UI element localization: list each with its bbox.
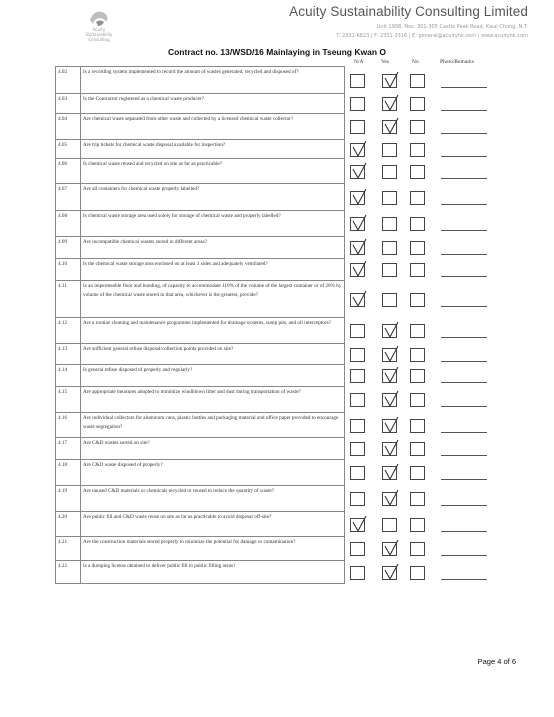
- item-question: Are sufficient general refuse disposal/collection points provided on site?: [81, 344, 345, 365]
- checkbox-no[interactable]: [410, 393, 425, 407]
- check-mark-icon: [352, 293, 368, 308]
- item-question: Are a routine cleaning and maintenance programme implemented for drainage systems, sump pits, and oil interceptors?: [81, 318, 345, 344]
- contact-line: T: 2331-6823 | F: 2331-3316 | E: general@acuityhk.com | www.acuityhk.com: [336, 33, 528, 39]
- remarks-line[interactable]: [441, 133, 487, 134]
- checkbox-yes[interactable]: [382, 492, 397, 506]
- item-number: 4.21: [56, 537, 81, 561]
- checkbox-no[interactable]: [410, 348, 425, 362]
- check-mark-icon: [384, 97, 400, 112]
- check-mark-icon: [384, 419, 400, 434]
- check-mark-icon: [384, 348, 400, 363]
- checkbox-na[interactable]: [350, 419, 365, 433]
- company-address: [268, 23, 528, 41]
- table-row: [56, 512, 345, 537]
- check-mark-icon: [384, 442, 400, 457]
- checkbox-yes[interactable]: [382, 518, 397, 532]
- checkbox-no[interactable]: [410, 419, 425, 433]
- item-number: 4.17: [56, 438, 81, 460]
- checkbox-yes[interactable]: [382, 217, 397, 231]
- checkbox-no[interactable]: [410, 217, 425, 231]
- column-header-no: No: [412, 59, 419, 65]
- checkbox-yes[interactable]: [382, 542, 397, 556]
- checkbox-yes[interactable]: [382, 74, 397, 88]
- table-row: [56, 318, 345, 344]
- table-row: [56, 413, 345, 438]
- checkbox-yes[interactable]: [382, 191, 397, 205]
- item-number: 4.15: [56, 387, 81, 413]
- checkbox-no[interactable]: [410, 165, 425, 179]
- logo-text: Acuity Sustainability Consulting: [85, 27, 113, 42]
- checkbox-na[interactable]: [350, 120, 365, 134]
- company-name: Acuity Sustainability Consulting Limited: [289, 4, 528, 19]
- remarks-line[interactable]: [441, 306, 487, 307]
- checkbox-no[interactable]: [410, 324, 425, 338]
- check-mark-icon: [352, 241, 368, 256]
- remarks-line[interactable]: [441, 455, 487, 456]
- remarks-line[interactable]: [441, 479, 487, 480]
- item-number: 4.07: [56, 184, 81, 211]
- checkbox-yes[interactable]: [382, 566, 397, 580]
- item-number: 4.12: [56, 318, 81, 344]
- checkbox-na[interactable]: [350, 542, 365, 556]
- remarks-line[interactable]: [441, 555, 487, 556]
- item-question: Are public fill and C&D waste reuse on site as far as practicable to avoid disposal off-site?: [81, 512, 345, 537]
- item-number: 4.13: [56, 344, 81, 365]
- item-question: Is general refuse disposed of properly and regularly?: [81, 365, 345, 387]
- checkbox-no[interactable]: [410, 74, 425, 88]
- checkbox-yes[interactable]: [382, 324, 397, 338]
- item-question: Is a recording system implemented to record the amount of wastes generated, recycled and disposed of?: [81, 67, 345, 94]
- checkbox-na[interactable]: [350, 97, 365, 111]
- remarks-line[interactable]: [441, 406, 487, 407]
- item-number: 4.05: [56, 140, 81, 159]
- remarks-line[interactable]: [441, 382, 487, 383]
- checkbox-yes[interactable]: [382, 442, 397, 456]
- item-number: 4.16: [56, 413, 81, 438]
- remarks-line[interactable]: [441, 87, 487, 88]
- checkbox-na[interactable]: [350, 492, 365, 506]
- checkbox-no[interactable]: [410, 466, 425, 480]
- item-number: 4.11: [56, 281, 81, 318]
- check-mark-icon: [384, 466, 400, 481]
- remarks-line[interactable]: [441, 156, 487, 157]
- item-question: Is the Contractor registered as a chemical waste producer?: [81, 94, 345, 114]
- item-question: Are appropriate measures adopted to minimize windblown litter and dust during transportation of waste?: [81, 387, 345, 413]
- checkbox-yes[interactable]: [382, 143, 397, 157]
- checkbox-yes[interactable]: [382, 263, 397, 277]
- item-question: Is chemical waste storage area used solely for storage of chemical waste and properly labelled?: [81, 211, 345, 237]
- item-number: 4.20: [56, 512, 81, 537]
- checkbox-na[interactable]: [350, 518, 365, 532]
- checkbox-yes[interactable]: [382, 120, 397, 134]
- column-header-na: N/A: [354, 59, 364, 65]
- table-row: [56, 159, 345, 184]
- item-question: Are chemical waste separated from other waste and collected by a licensed chemical waste collector?: [81, 114, 345, 140]
- checkbox-no[interactable]: [410, 518, 425, 532]
- item-question: Is the chemical waste storage area enclosed on at least 3 sides and adequately ventilated?: [81, 259, 345, 281]
- item-question: Are incompatible chemical wastes stored in different areas?: [81, 237, 345, 259]
- checkbox-yes[interactable]: [382, 466, 397, 480]
- check-mark-icon: [352, 143, 368, 158]
- table-row: [56, 237, 345, 259]
- checkbox-na[interactable]: [350, 241, 365, 255]
- checkbox-yes[interactable]: [382, 348, 397, 362]
- table-row: [56, 486, 345, 512]
- remarks-line[interactable]: [441, 505, 487, 506]
- checkbox-yes[interactable]: [382, 293, 397, 307]
- checkbox-yes[interactable]: [382, 97, 397, 111]
- remarks-line[interactable]: [441, 178, 487, 179]
- table-row: [56, 211, 345, 237]
- checkbox-no[interactable]: [410, 97, 425, 111]
- checkbox-no[interactable]: [410, 241, 425, 255]
- table-row: [56, 67, 345, 94]
- remarks-line[interactable]: [441, 531, 487, 532]
- table-row: [56, 259, 345, 281]
- remarks-line[interactable]: [441, 337, 487, 338]
- check-mark-icon: [384, 492, 400, 507]
- checkbox-no[interactable]: [410, 263, 425, 277]
- item-question: Are C&D wastes sorted on site?: [81, 438, 345, 460]
- item-number: 4.02: [56, 67, 81, 94]
- column-header-remarks: Photo/Remarks: [440, 59, 474, 65]
- table-row: [56, 94, 345, 114]
- item-number: 4.14: [56, 365, 81, 387]
- remarks-line[interactable]: [441, 230, 487, 231]
- item-number: 4.22: [56, 561, 81, 584]
- checkbox-no[interactable]: [410, 442, 425, 456]
- check-mark-icon: [352, 191, 368, 206]
- check-mark-icon: [384, 369, 400, 384]
- checkbox-yes[interactable]: [382, 165, 397, 179]
- check-mark-icon: [352, 217, 368, 232]
- remarks-line[interactable]: [441, 276, 487, 277]
- item-question: Are all containers for chemical waste properly labelled?: [81, 184, 345, 211]
- item-number: 4.03: [56, 94, 81, 114]
- item-number: 4.08: [56, 211, 81, 237]
- checkbox-no[interactable]: [410, 191, 425, 205]
- item-number: 4.19: [56, 486, 81, 512]
- check-mark-icon: [352, 518, 368, 533]
- item-number: 4.06: [56, 159, 81, 184]
- checkbox-yes[interactable]: [382, 369, 397, 383]
- checkbox-no[interactable]: [410, 143, 425, 157]
- checkbox-no[interactable]: [410, 566, 425, 580]
- checkbox-na[interactable]: [350, 324, 365, 338]
- checkbox-na[interactable]: [350, 393, 365, 407]
- table-row: [56, 438, 345, 460]
- item-question: Is a dumping license obtained to deliver public fill to public filling areas?: [81, 561, 345, 584]
- check-mark-icon: [384, 324, 400, 339]
- checkbox-na[interactable]: [350, 74, 365, 88]
- remarks-line[interactable]: [441, 254, 487, 255]
- item-number: 4.04: [56, 114, 81, 140]
- checkbox-no[interactable]: [410, 293, 425, 307]
- remarks-line[interactable]: [441, 579, 487, 580]
- checkbox-na[interactable]: [350, 293, 365, 307]
- item-question: Are C&D waste disposed of properly?: [81, 460, 345, 486]
- remarks-line[interactable]: [441, 110, 487, 111]
- table-row: [56, 114, 345, 140]
- item-question: Are trip tickets for chemical waste disposal available for inspection?: [81, 140, 345, 159]
- checkbox-no[interactable]: [410, 492, 425, 506]
- checkbox-yes[interactable]: [382, 241, 397, 255]
- table-row: [56, 365, 345, 387]
- item-number: 4.18: [56, 460, 81, 486]
- table-row: [56, 184, 345, 211]
- checkbox-na[interactable]: [350, 369, 365, 383]
- table-row: [56, 561, 345, 584]
- checkbox-na[interactable]: [350, 263, 365, 277]
- item-number: 4.10: [56, 259, 81, 281]
- item-question: Are individual collectors for aluminum cans, plastic bottles and packaging material and office paper provided to encourage waste segregation?: [81, 413, 345, 438]
- table-row: [56, 281, 345, 318]
- checklist-table: [55, 66, 345, 584]
- address-line: Unit 1908, Nos. 301-305 Castle Peak Road, Kwai Chung, N.T.: [376, 24, 528, 30]
- table-row: [56, 460, 345, 486]
- column-header-yes: Yes: [381, 59, 390, 65]
- checkbox-na[interactable]: [350, 143, 365, 157]
- page-number: Page 4 of 6: [477, 657, 516, 666]
- checkbox-na[interactable]: [350, 165, 365, 179]
- checkbox-no[interactable]: [410, 120, 425, 134]
- checkbox-yes[interactable]: [382, 393, 397, 407]
- check-mark-icon: [384, 74, 400, 89]
- check-mark-icon: [384, 542, 400, 557]
- check-mark-icon: [352, 165, 368, 180]
- check-mark-icon: [384, 393, 400, 408]
- table-row: [56, 387, 345, 413]
- document-title: Contract no. 13/WSD/16 Mainlaying in Tseung Kwan O: [167, 47, 387, 57]
- checkbox-na[interactable]: [350, 348, 365, 362]
- checkbox-na[interactable]: [350, 217, 365, 231]
- table-row: [56, 537, 345, 561]
- check-mark-icon: [384, 566, 400, 581]
- item-question: Is chemical waste reused and recycled on site as far as practicable?: [81, 159, 345, 184]
- check-mark-icon: [352, 263, 368, 278]
- item-question: Are the construction materials stored properly to minimize the potential for damage or contamination?: [81, 537, 345, 561]
- checkbox-no[interactable]: [410, 542, 425, 556]
- check-mark-icon: [384, 120, 400, 135]
- checkbox-na[interactable]: [350, 442, 365, 456]
- item-question: Are unused C&D materials or chemicals recycled or reused to reduce the quantity of waste?: [81, 486, 345, 512]
- item-number: 4.09: [56, 237, 81, 259]
- item-question: Is an impermeable floor and bunding, of capacity to accommodate 110% of the volume of the largest container or of 20% by volume of the chemical waste stored in that area, whichever is the greatest, provide?: [81, 281, 345, 318]
- remarks-line[interactable]: [441, 361, 487, 362]
- checkbox-na[interactable]: [350, 466, 365, 480]
- checkbox-yes[interactable]: [382, 419, 397, 433]
- remarks-line[interactable]: [441, 432, 487, 433]
- remarks-line[interactable]: [441, 204, 487, 205]
- checkbox-no[interactable]: [410, 369, 425, 383]
- table-row: [56, 140, 345, 159]
- table-row: [56, 344, 345, 365]
- checkbox-na[interactable]: [350, 566, 365, 580]
- checkbox-na[interactable]: [350, 191, 365, 205]
